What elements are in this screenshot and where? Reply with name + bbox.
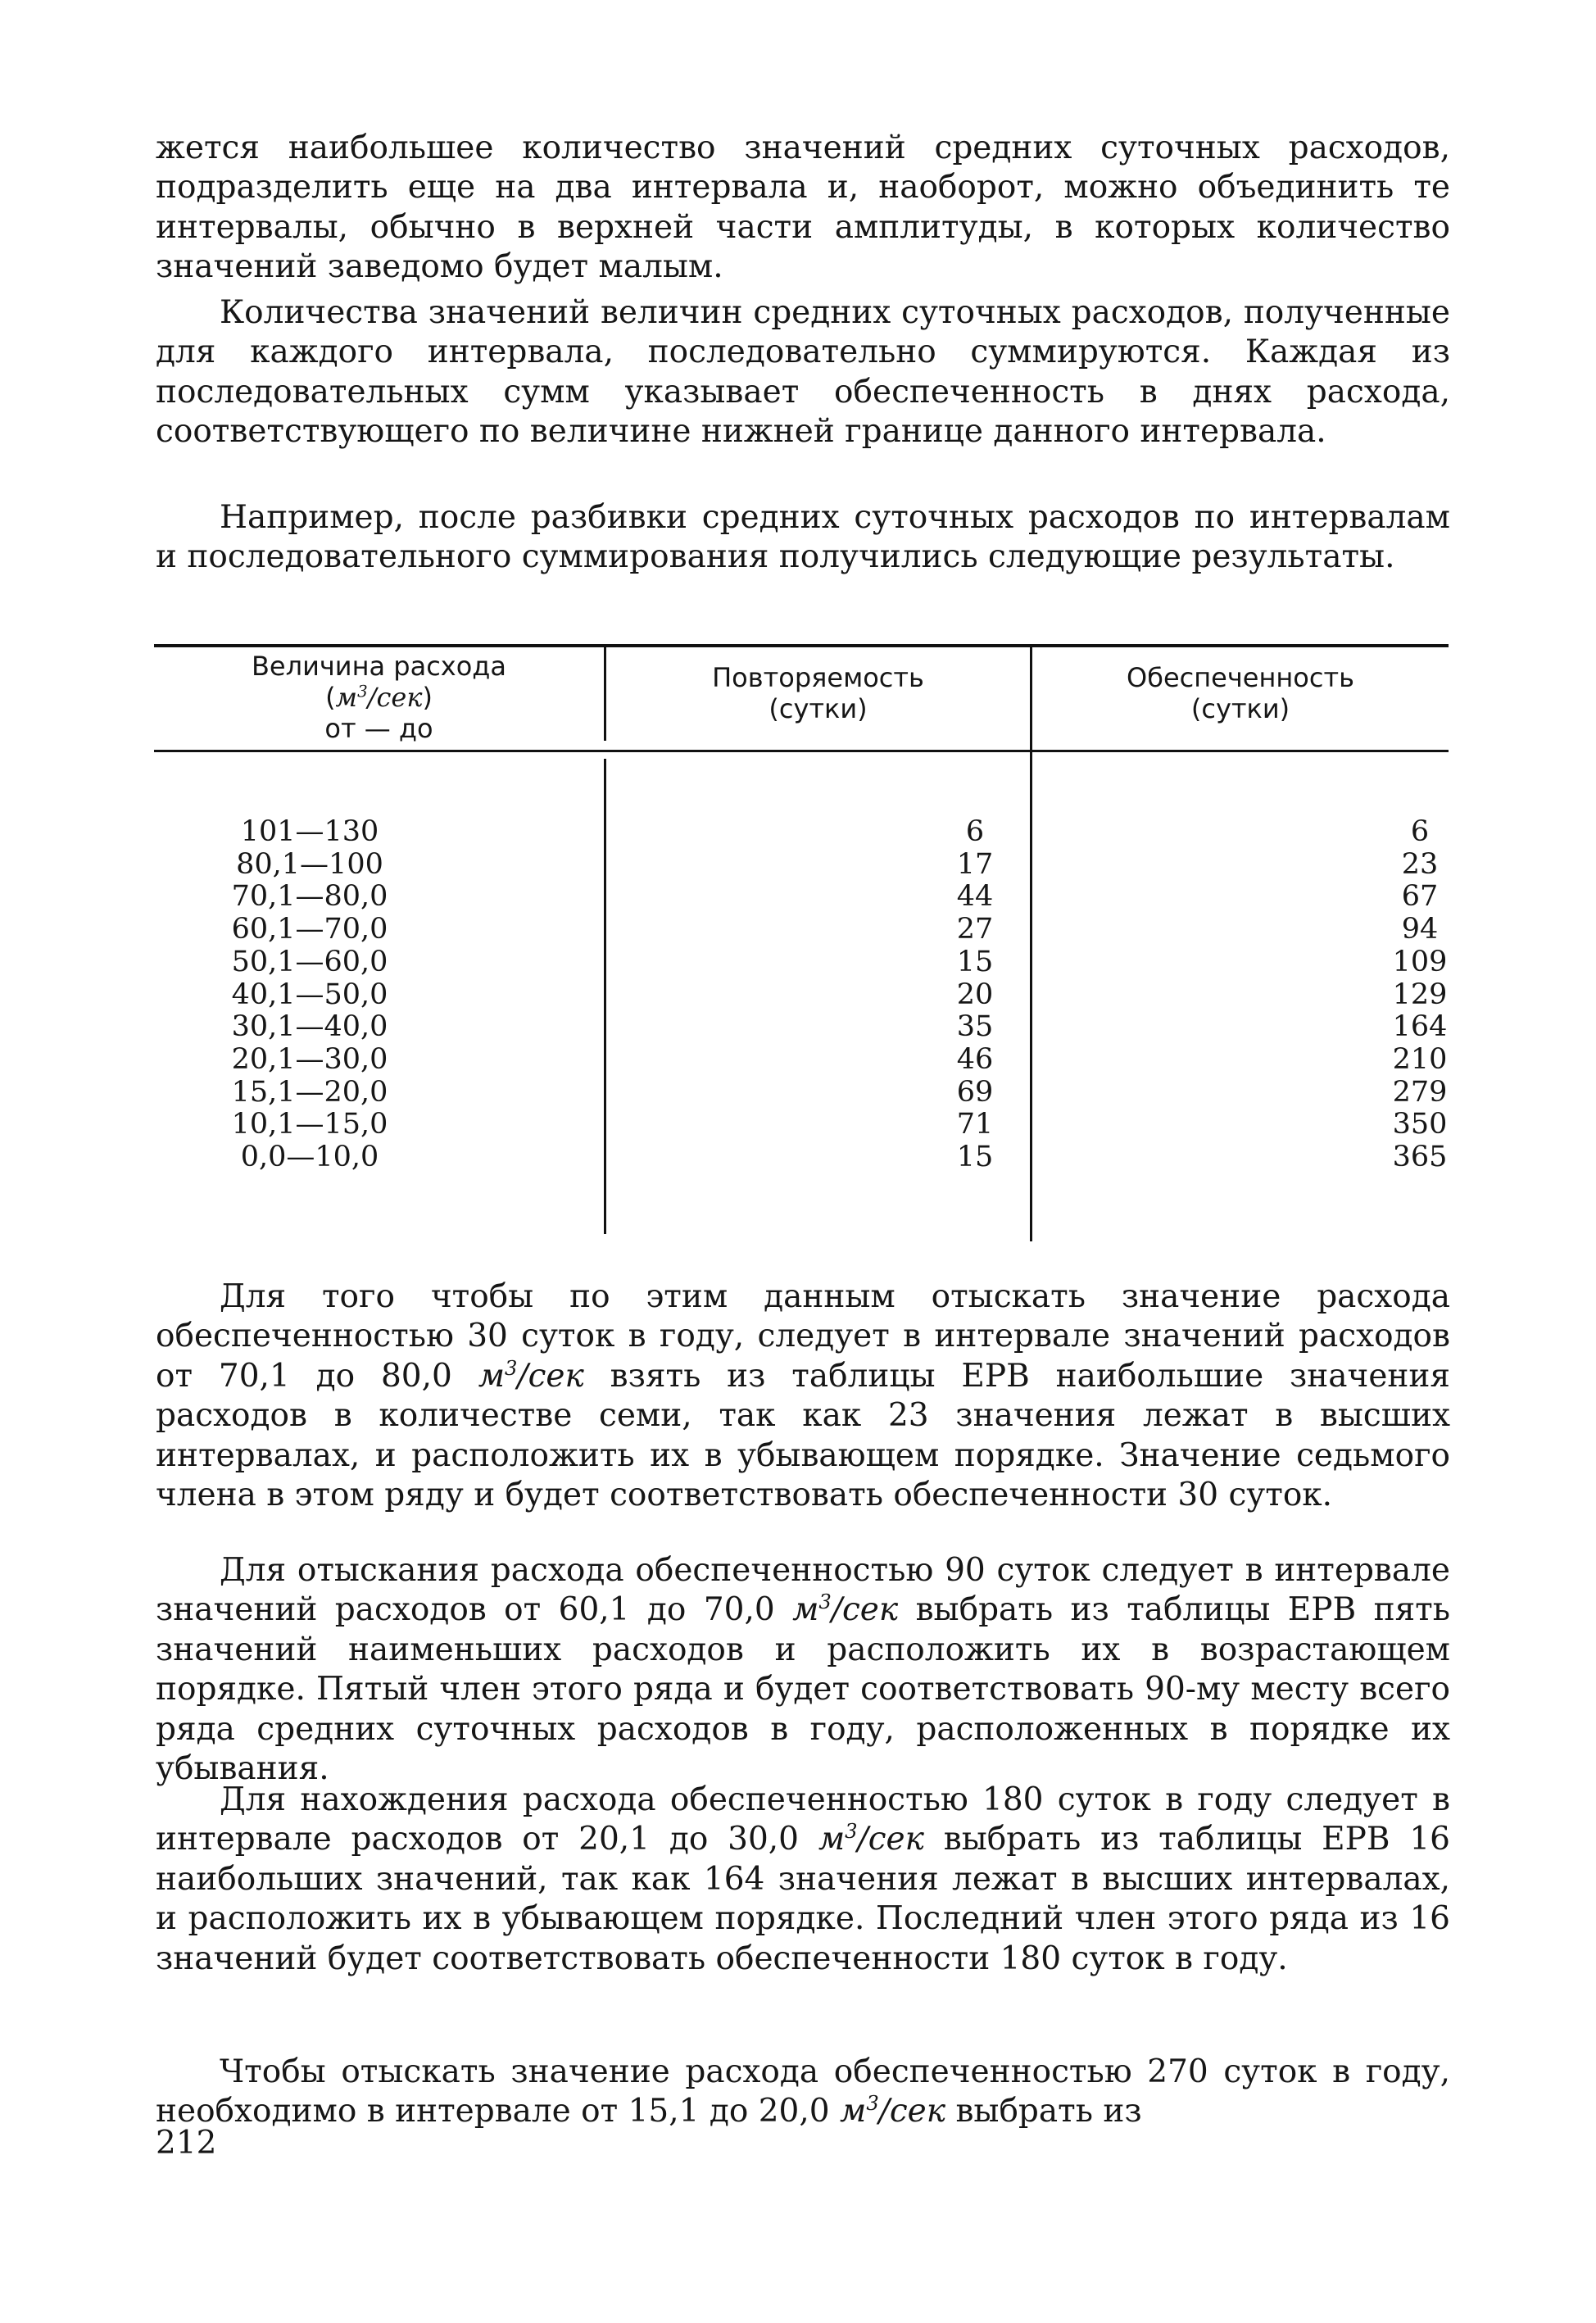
cell-discharge-range: 60,1—70,0 (231, 913, 388, 946)
paragraph-90-days: Для отыскания расхода обеспеченностью 90 суток следует в интервале значений расходов от 60,1 до 70,0 $м^3$/сек выбрать из таблицы ЕРВ пять значений наименьших расходов и расположить их в возрастающем порядке. Пятый член этого ряда и будет соответствовать 90-му месту всего ряда средних суточных расходов в году, расположенных в порядке их убывания. (156, 1552, 1450, 1788)
cell-repeatability: 15 (956, 1141, 994, 1174)
cell-discharge-range: 0,0—10,0 (240, 1141, 379, 1174)
paragraph-example-intro: Например, после разбивки средних суточных расходов по интервалам и последовательного суммирования получились следующие результаты. (156, 499, 1450, 576)
cell-repeatability: 27 (956, 913, 994, 946)
column-repeatability (934, 816, 1016, 1174)
header-discharge-range (154, 651, 604, 744)
cell-discharge-range: 101—130 (240, 815, 379, 848)
paragraph-interval-sums: Количества значений величин средних суточных расходов, полученные для каждого интервала, последовательно суммируются. Каждая из последовательных сумм указывает обеспеченность в днях расхода, соответствующего по величине нижней границе данного интервала. (156, 294, 1450, 451)
cell-supply: 23 (1401, 847, 1439, 881)
cell-repeatability: 35 (956, 1010, 994, 1044)
unit-m3-per-sec: $м^3$/сек (839, 2092, 946, 2130)
cell-repeatability: 44 (956, 880, 994, 914)
cell-supply: 164 (1392, 1010, 1448, 1044)
paragraph-270-days: Чтобы отыскать значение расхода обеспеченностью 270 суток в году, необходимо в интервале от 15,1 до 20,0 $м^3$/сек выбрать из (156, 2053, 1450, 2130)
cell-supply: 6 (1410, 815, 1430, 848)
cell-supply: 129 (1392, 978, 1448, 1011)
cell-supply: 279 (1392, 1075, 1448, 1109)
table-header-rule (154, 750, 1449, 752)
header-repeatability (606, 662, 1030, 724)
cell-repeatability: 71 (956, 1108, 994, 1141)
table-column-divider (604, 759, 606, 1234)
cell-discharge-range: 15,1—20,0 (231, 1075, 388, 1109)
unit-m3-per-sec: $м^3$/сек (818, 1820, 924, 1858)
header-repeatability-title: Повторяемость (712, 662, 924, 693)
cell-supply: 210 (1392, 1042, 1448, 1076)
cell-supply: 67 (1401, 880, 1439, 914)
discharge-table (154, 644, 1449, 1242)
cell-repeatability: 69 (956, 1075, 994, 1109)
cell-repeatability: 20 (956, 978, 994, 1011)
cell-repeatability: 17 (956, 847, 994, 881)
header-supply-title: Обеспеченность (1127, 662, 1354, 693)
header-repeatability-unit: (сутки) (769, 693, 868, 724)
cell-discharge-range: 50,1—60,0 (231, 945, 388, 978)
cell-discharge-range: 30,1—40,0 (231, 1010, 388, 1044)
cell-discharge-range: 70,1—80,0 (231, 880, 388, 914)
cell-repeatability: 46 (956, 1042, 994, 1076)
cell-supply: 109 (1392, 945, 1448, 978)
cell-discharge-range: 40,1—50,0 (231, 978, 388, 1011)
unit-m3-per-sec: $м^3$/сек (792, 1590, 899, 1629)
paragraph-180-days: Для нахождения расхода обеспеченностью 180 суток в году следует в интервале расходов от 20,1 до 30,0 $м^3$/сек выбрать из таблицы ЕРВ 16 наибольших значений, так как 164 значения лежат в высших интервалах, и расположить их в убывающем порядке. Последний член этого ряда из 16 значений будет соответствовать обеспеченности 180 суток в году. (156, 1781, 1450, 1977)
header-discharge-from-to: от — до (324, 713, 433, 744)
header-discharge-title: Величина расхода (251, 651, 507, 682)
table-top-rule (154, 644, 1449, 647)
cell-supply: 94 (1401, 913, 1439, 946)
unit-m3-per-sec: $м^3$/сек (478, 1356, 584, 1395)
column-supply (1379, 816, 1461, 1174)
cell-supply: 350 (1392, 1108, 1448, 1141)
header-supply (1032, 662, 1449, 724)
cell-discharge-range: 20,1—30,0 (231, 1042, 388, 1076)
header-discharge-unit: $(м^3/сек)$ (325, 682, 433, 713)
paragraph-30-days: Для того чтобы по этим данным отыскать значение расхода обеспеченностью 30 суток в году, следует в интервале значений расходов от 70,1 до 80,0 $м^3$/сек взять из таблицы ЕРВ наибольшие значения расходов в количестве семи, так как 23 значения лежат в высших интервалах, и расположить их в убывающем порядке. Значение седьмого члена в этом ряду и будет соответствовать обеспеченности 30 суток. (156, 1278, 1450, 1514)
paragraph-continuation: жется наибольшее количество значений средних суточных расходов, подразделить еще на два интервала и, наоборот, можно объединить те интервалы, обычно в верхней части амплитуды, в которых количество значений заведомо будет малым. (156, 129, 1450, 286)
cell-repeatability: 6 (965, 815, 985, 848)
header-supply-unit: (сутки) (1190, 693, 1290, 724)
cell-supply: 365 (1392, 1141, 1448, 1174)
cell-repeatability: 15 (956, 945, 994, 978)
table-column-divider (1030, 644, 1032, 1241)
page-number: 212 (156, 2125, 217, 2162)
cell-discharge-range: 80,1—100 (236, 847, 383, 881)
column-discharge-range (228, 816, 474, 1174)
cell-discharge-range: 10,1—15,0 (231, 1108, 388, 1141)
